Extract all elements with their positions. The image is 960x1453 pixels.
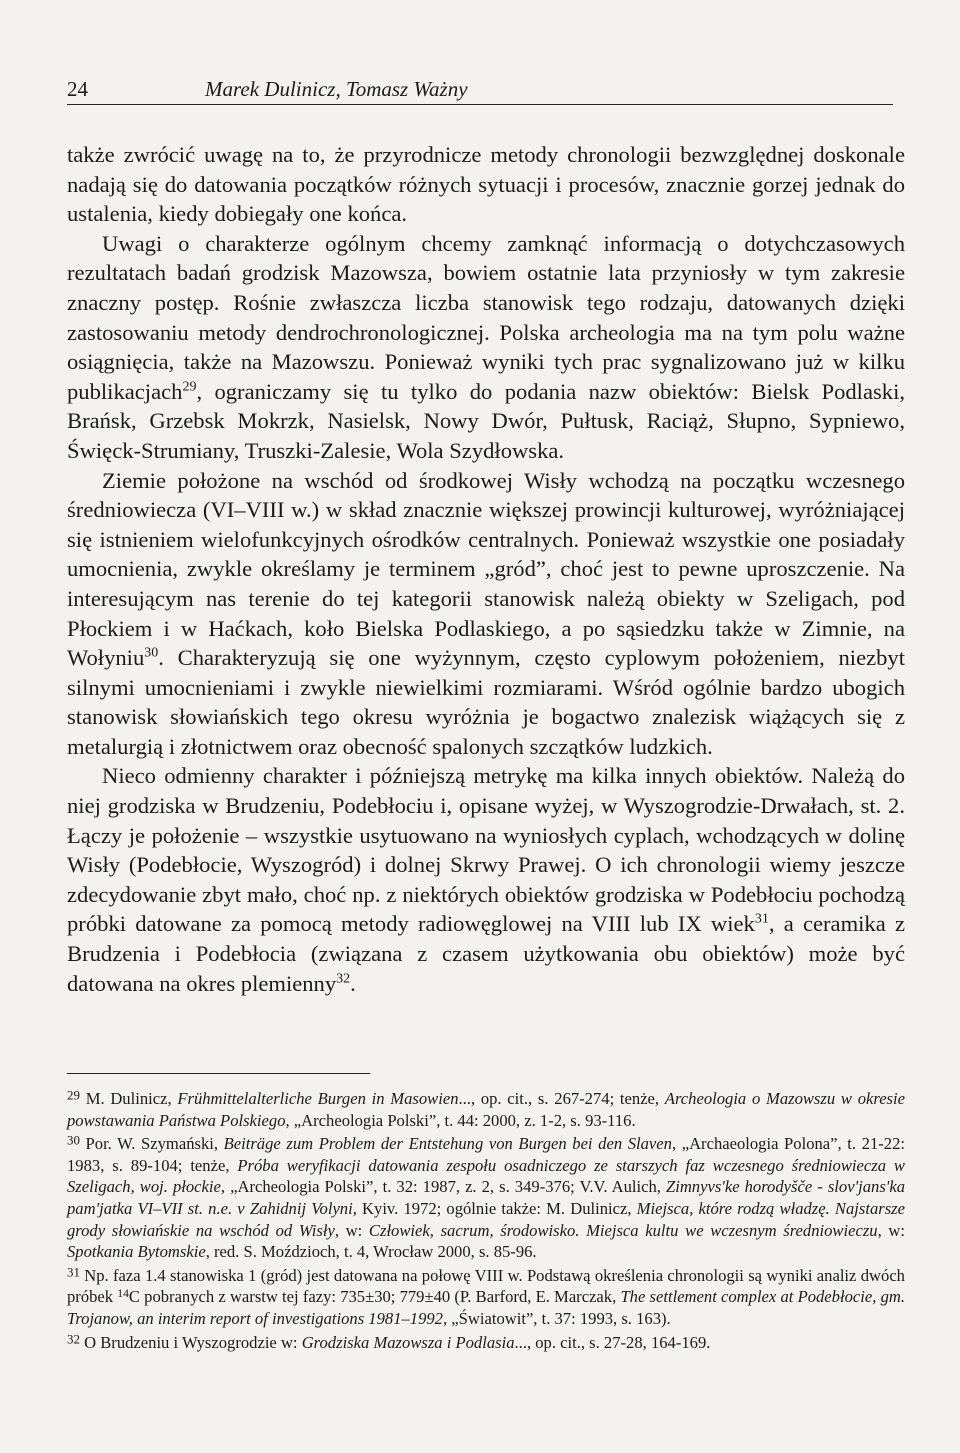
footnote-text: , w: <box>877 1220 906 1240</box>
footnote-title: Archeologia o Mazowszu w okresie powstawania Państwa Polskiego <box>67 1089 905 1130</box>
paragraph-4-text-c: . <box>350 970 356 996</box>
footnote-text: ..., op. cit., s. 267-274; tenże, <box>458 1089 665 1108</box>
running-head-authors: Marek Dulinicz, Tomasz Ważny <box>205 77 468 101</box>
paragraph-4 <box>67 761 905 998</box>
footnote-title: Zimnyvs'ke horodyšče - slov'jans'ka pam'jatka VI–VII st. n.e. v Zahidnij Volyni <box>67 1177 905 1218</box>
page-header <box>67 74 893 105</box>
paragraph-2 <box>67 229 905 466</box>
paragraph-3 <box>67 466 905 762</box>
footnote-title: Spotkania Bytomskie <box>67 1242 206 1262</box>
body-text <box>67 140 905 998</box>
footnote-title: Człowiek, sacrum, środowisko. Miejsca kultu we wczesnym średniowieczu <box>368 1220 878 1240</box>
footnote-divider <box>67 1073 370 1074</box>
paragraph-4-text-b: , a ceramika z Brudzenia i Podebłocia (związana z czasem użytkowania obu obiektów) może być datowana na okres plemienny <box>67 911 906 996</box>
footnote-text: , „Światowit”, t. 37: 1993, s. 163). <box>442 1308 671 1328</box>
footnote-text: , „Archeologia Polski”, t. 32: 1987, z. 2, s. 349-376; V.V. Aulich, <box>220 1177 666 1197</box>
isotope-superscript: 14 <box>117 1287 129 1301</box>
footnote-ref-29[interactable]: 29 <box>182 379 197 395</box>
paragraph-1-text: także zwrócić uwagę na to, że przyrodnicze metody chronologii bezwzględnej doskonale nadają się do datowania początków różnych sytuacji i procesów, znacznie gorzej jednak do ustalenia, kiedy dobiegały one końca. <box>67 142 905 227</box>
footnote-title: Frühmittelalterliche Burgen in Masowien <box>177 1089 459 1108</box>
footnote-text: , w: <box>334 1220 369 1240</box>
footnote-text: C pobranych z warstw tej fazy: 735±30; 779±40 (P. Barford, E. Marczak, <box>128 1287 621 1307</box>
footnote-ref-31[interactable]: 31 <box>754 912 769 928</box>
footnote-text: , Kyiv. 1972; ogólnie także: M. Dulinicz, <box>352 1198 637 1218</box>
paragraph-4-text-a: Nieco odmienny charakter i późniejszą metrykę ma kilka innych obiektów. Należą do niej grodziska w Brudzeniu, Podebłociu i, opisane wyżej, w Wyszogrodzie-Drwałach, st. 2. Łączy je położenie – wszystkie usytuowano na wyniosłych cyplach, wchodzących w dolinę Wisły (Podebłocie, Wyszogród) i dolnej Skrwy Prawej. O ich chronologii wiemy jeszcze zdecydowanie zbyt mało, choć np. z niektórych obiektów grodziska w Podebłociu pochodzą próbki datowane za pomocą metody radiowęglowej na VIII lub IX wiek <box>67 763 905 937</box>
footnote-text: Np. faza 1.4 stanowiska 1 (gród) jest datowana na połowę VIII w. Podstawą określenia chronologii są wyniki analiz dwóch próbek <box>67 1265 905 1307</box>
page-number: 24 <box>67 77 88 101</box>
footnote-title: Grodziska Mazowsza i Podlasia <box>301 1332 515 1352</box>
footnote-title: Miejsca, które rodzą władzę. Najstarsze grody słowiańskie na wschód od Wisły <box>67 1198 906 1240</box>
footnote-text: , „Archeologia Polski”, t. 44: 2000, z. 1-2, s. 93-116. <box>285 1110 636 1130</box>
footnote-31 <box>67 1265 905 1330</box>
footnote-32 <box>67 1332 905 1354</box>
paragraph-1 <box>67 140 905 229</box>
footnote-30 <box>67 1133 905 1263</box>
paragraph-2-text-a: Uwagi o charakterze ogólnym chcemy zamknąć informacją o dotychczasowych rezultatach badań grodzisk Mazowsza, bowiem ostatnie lata przyniosły w tym zakresie znaczny postęp. Rośnie zwłaszcza liczba stanowisk tego rodzaju, datowanych dzięki zastosowaniu metody dendrochronologicznej. Polska archeologia ma na tym polu ważne osiągnięcia, także na Mazowszu. Ponieważ wyniki tych prac sygnalizowano już w kilku publikacjach <box>67 230 905 404</box>
footnote-29-number: 29 <box>67 1087 80 1103</box>
footnote-text: ..., op. cit., s. 27-28, 164-169. <box>514 1332 711 1352</box>
footnote-text: , red. S. Moździoch, t. 4, Wrocław 2000, s. 85-96. <box>205 1242 537 1262</box>
footnote-30-number: 30 <box>67 1132 80 1148</box>
footnote-text: O Brudzeniu i Wyszogrodzie w: <box>84 1332 302 1352</box>
footnotes <box>67 1088 905 1355</box>
footnote-ref-30[interactable]: 30 <box>144 645 159 661</box>
footnote-title: The settlement complex at Podebłocie, gm. Trojanow, an interim report of investigations 1981–1992 <box>67 1287 905 1328</box>
footnote-29 <box>67 1088 905 1131</box>
paragraph-3-text-a: Ziemie położone na wschód od środkowej Wisły wchodzą na początku wczesnego średniowiecza (VI–VIII w.) w skład znacznie większej prowincji kulturowej, wyróżniającej się istnieniem wielofunkcyjnych ośrodków centralnych. Ponieważ wszystkie one posiadały umocnienia, zwykle określamy je terminem „gród”, choć jest to pewne uproszczenie. Na interesującym nas terenie do tej kategorii stanowisk należą obiekty w Szeligach, pod Płockiem i w Haćkach, koło Bielska Podlaskiego, a po sąsiedzku także w Zimnie, na Wołyniu <box>67 467 905 671</box>
footnote-text: , „Archaeologia Polona”, t. 21-22: 1983, s. 89-104; tenże, <box>67 1134 905 1175</box>
footnote-title: Próba weryfikacji datowania zespołu osadniczego ze starszych faz wczesnego średniowiecza w Szeligach, woj. płockie <box>67 1155 905 1197</box>
footnote-text: Por. W. Szymański, <box>85 1134 224 1154</box>
paragraph-3-text-b: . Charakteryzują się one wyżynnym, często cyplowym położeniem, niezbyt silnymi umocnieniami i zwykle niewielkimi rozmiarami. Wśród ogólnie bardzo ubogich stanowisk słowiańskich tego okresu wyróżnia je bogactwo znalezisk wiążących się z metalurgią i złotnictwem oraz obecność spalonych szczątków ludzkich. <box>67 645 905 759</box>
footnote-32-number: 32 <box>67 1331 80 1346</box>
paragraph-2-text-b: , ograniczamy się tu tylko do podania nazw obiektów: Bielsk Podlaski, Brańsk, Grzebsk Mokrzk, Nasielsk, Nowy Dwór, Pułtusk, Raciąż, Słupno, Sypniewo, Święck-Strumiany, Truszki-Zalesie, Wola Szydłowska. <box>67 378 905 463</box>
footnote-text: M. Dulinicz, <box>85 1089 178 1108</box>
footnote-title: Beiträge zum Problem der Entstehung von Burgen bei den Slaven <box>223 1134 672 1154</box>
footnote-ref-32[interactable]: 32 <box>336 971 351 987</box>
footnote-31-number: 31 <box>67 1264 80 1280</box>
